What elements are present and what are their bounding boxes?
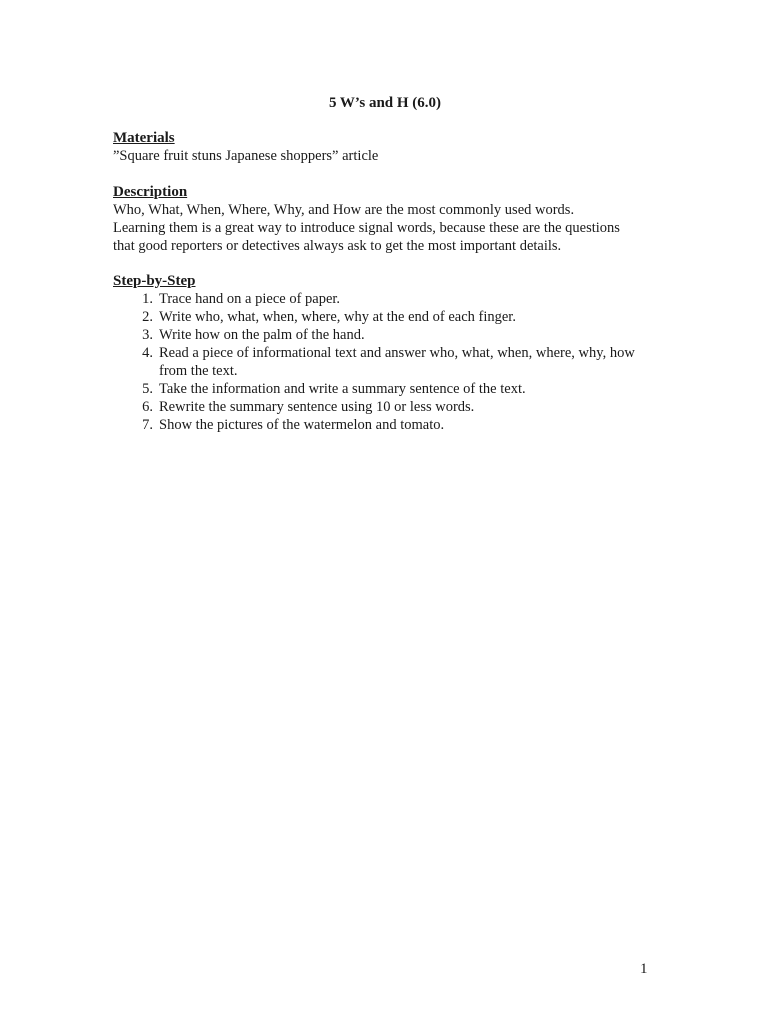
step-number: 2.	[142, 309, 153, 325]
step-list	[113, 290, 673, 434]
step-text: Show the pictures of the watermelon and tomato.	[159, 417, 445, 433]
step-item	[113, 326, 673, 344]
steps-heading: Step-by-Step	[113, 273, 196, 289]
step-text: Trace hand on a piece of paper.	[159, 291, 341, 307]
description-line: that good reporters or detectives always ask to get the most important details.	[113, 238, 562, 254]
step-item	[113, 416, 673, 434]
description-section	[113, 183, 673, 255]
materials-text: ”Square fruit stuns Japanese shoppers” article	[113, 148, 379, 164]
step-item	[113, 380, 673, 398]
description-line: Learning them is a great way to introduce signal words, because these are the questions	[113, 220, 620, 236]
step-text: Read a piece of informational text and answer who, what, when, where, why, how	[159, 345, 635, 361]
step-number: 7.	[142, 417, 153, 433]
step-number: 5.	[142, 381, 153, 397]
step-text: Rewrite the summary sentence using 10 or less words.	[159, 399, 475, 415]
step-text: Take the information and write a summary sentence of the text.	[159, 381, 526, 397]
step-item	[113, 308, 673, 326]
materials-heading: Materials	[113, 130, 175, 146]
step-text-continued: from the text.	[159, 363, 238, 379]
step-number: 1.	[142, 291, 153, 307]
description-line: Who, What, When, Where, Why, and How are the most commonly used words.	[113, 202, 575, 218]
step-item	[113, 344, 673, 380]
steps-section	[113, 272, 673, 434]
page-number: 1	[640, 961, 648, 977]
page-title: 5 W’s and H (6.0)	[328, 95, 442, 111]
step-item	[113, 398, 673, 416]
description-heading: Description	[113, 184, 188, 200]
step-item	[113, 290, 673, 308]
materials-section	[113, 129, 673, 165]
step-text: Write how on the palm of the hand.	[159, 327, 365, 343]
step-number: 3.	[142, 327, 153, 343]
step-number: 4.	[142, 345, 153, 361]
step-text: Write who, what, when, where, why at the end of each finger.	[159, 309, 516, 325]
step-number: 6.	[142, 399, 153, 415]
